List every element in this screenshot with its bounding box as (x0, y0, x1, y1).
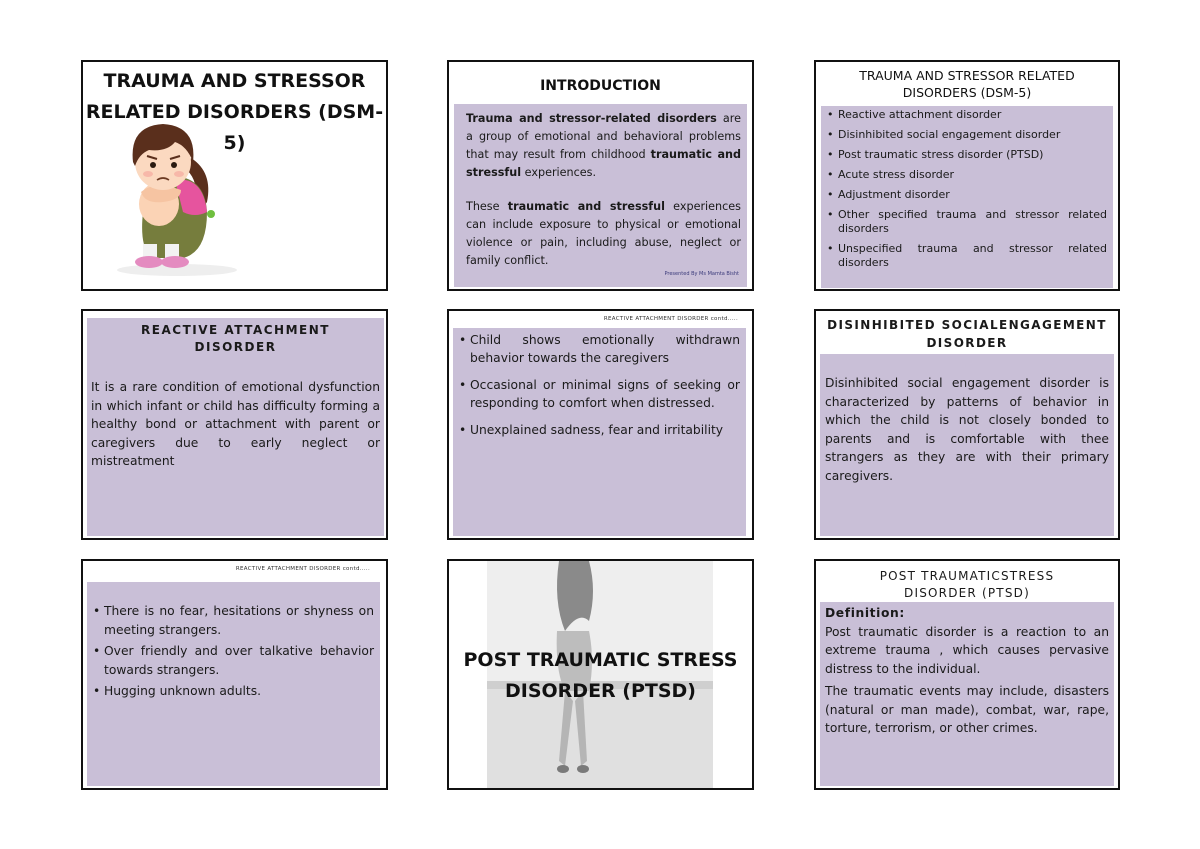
behavior-item: • There is no fear, hesitations or shyness on meeting strangers. (93, 602, 374, 640)
slide-disorder-list (814, 60, 1120, 291)
ptsd-definition-title: POST TRAUMATICSTRESS DISORDER (PTSD) (879, 569, 1055, 600)
symptom-list (459, 332, 740, 440)
reactive-attachment-panel (87, 318, 384, 536)
symptom-item: • Child shows emotionally withdrawn behavior towards the caregivers (459, 332, 740, 367)
slide-disinhibited (814, 309, 1120, 540)
slide-ptsd-title (447, 559, 754, 790)
presenter-credit: Presented By Ms Mamta Bisht (664, 271, 739, 277)
disorder-list-title: TRAUMA AND STRESSOR RELATED DISORDERS (DSM-5) (859, 68, 1075, 100)
intro-text-3: These (466, 200, 508, 213)
intro-text-1: are a group of emotional and behavioral problems that may result from childhood (466, 112, 741, 161)
slide-reactive-attachment (81, 309, 388, 540)
disinhibited-panel (820, 354, 1114, 536)
slide-title-heading: TRAUMA AND STRESSOR RELATED DISORDERS (DSM-5) (85, 70, 384, 154)
behavior-item: • Over friendly and over talkative behavior towards strangers. (93, 642, 374, 680)
traumatic-events-text: The traumatic events may include, disasters (natural or man made), combat, war, rape, torture, terrorism, or other crimes. (825, 684, 1109, 735)
introduction-paragraph-2 (466, 198, 741, 270)
disorder-item: • Acute stress disorder (827, 168, 1107, 182)
disinhibited-title: DISINHIBITED SOCIALENGAGEMENT DISORDER (827, 318, 1107, 350)
disorder-item: • Post traumatic stress disorder (PTSD) (827, 148, 1107, 162)
intro-bold-phrase: traumatic and stressful (466, 148, 741, 179)
symptom-item: • Unexplained sadness, fear and irritability (459, 422, 740, 440)
disinhibited-text: Disinhibited social engagement disorder is characterized by patterns of behavior in which the child is not closely bonded to parents and is comfortable with thee strangers as they are with their primary caregivers. (825, 376, 1109, 483)
reactive-attachment-contd-panel (453, 328, 746, 536)
disorder-item: • Reactive attachment disorder (827, 108, 1107, 122)
disorder-item: • Disinhibited social engagement disorder (827, 128, 1107, 142)
ptsd-title: POST TRAUMATIC STRESS DISORDER (PTSD) (463, 649, 738, 702)
slide-reactive-attachment-contd-2 (81, 559, 388, 790)
disorder-item: • Unspecified trauma and stressor related disorders (827, 242, 1107, 270)
intro-text-2: experiences. (521, 166, 597, 179)
introduction-paragraph-1 (466, 110, 741, 182)
slide-header-contd: REACTIVE ATTACHMENT DISORDER contd..... (603, 316, 738, 322)
ptsd-definition-panel (820, 602, 1114, 786)
disorder-item: • Adjustment disorder (827, 188, 1107, 202)
disorder-list-panel (821, 106, 1113, 288)
disorder-item: • Other specified trauma and stressor related disorders (827, 208, 1107, 236)
definition-label: Definition: (825, 606, 905, 620)
slide-title (81, 60, 388, 291)
intro-text-4: experiences can include exposure to physical or emotional violence or pain, including abuse, neglect or family conflict. (466, 200, 742, 267)
intro-bold-term: Trauma and stressor-related disorders (466, 112, 717, 125)
disorder-list (827, 108, 1107, 270)
symptom-item: • Occasional or minimal signs of seeking or responding to comfort when distressed. (459, 377, 740, 412)
slide-header-contd: REACTIVE ATTACHMENT DISORDER contd..... (235, 566, 370, 572)
slide-ptsd-definition (814, 559, 1120, 790)
behavior-item: • Hugging unknown adults. (93, 682, 374, 701)
intro-bold-phrase-2: traumatic and stressful (507, 200, 665, 213)
behavior-list (93, 602, 374, 701)
reactive-attachment-contd-2-panel (87, 582, 380, 786)
introduction-panel (454, 104, 747, 287)
definition-text: Post traumatic disorder is a reaction to an extreme trauma , which causes pervasive distress to the individual. (825, 624, 1109, 676)
reactive-attachment-text: It is a rare condition of emotional dysfunction in which infant or child has difficulty forming a healthy bond or attachment with parent or caregivers due to early neglect or mistreatment (91, 380, 380, 468)
introduction-title: INTRODUCTION (540, 78, 661, 94)
reactive-attachment-title: REACTIVE ATTACHMENT DISORDER (141, 323, 330, 354)
slide-reactive-attachment-contd (447, 309, 754, 540)
slide-introduction (447, 60, 754, 291)
